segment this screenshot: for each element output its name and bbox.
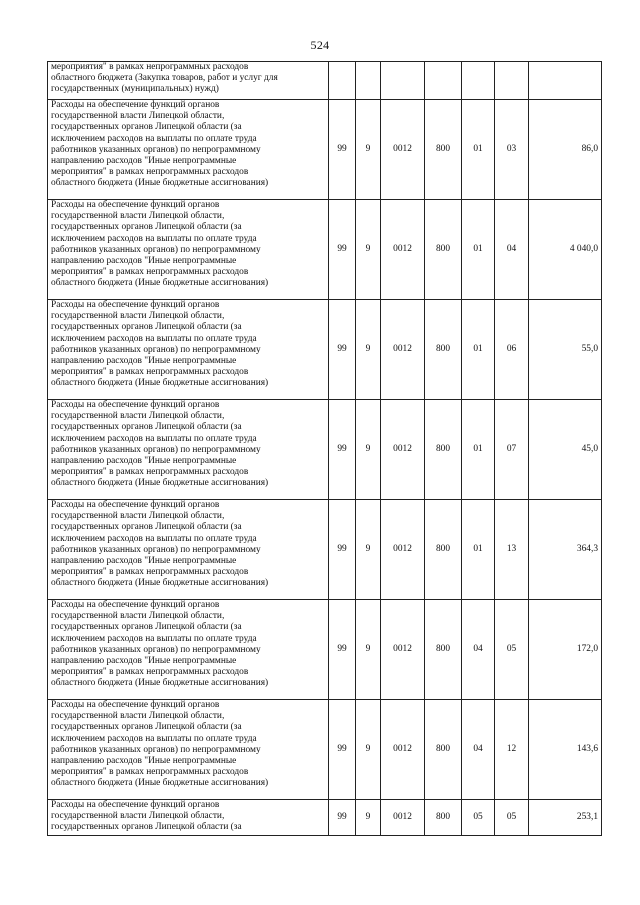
code-section: 01 <box>462 400 495 500</box>
row-amount <box>529 62 602 100</box>
code-program: 99 <box>329 200 356 300</box>
code-subsection: 05 <box>495 800 529 836</box>
code-subprogram: 9 <box>356 300 381 400</box>
code-expense-type: 800 <box>425 700 462 800</box>
code-subprogram: 9 <box>356 100 381 200</box>
code-subprogram <box>356 62 381 100</box>
code-subsection <box>495 62 529 100</box>
row-description: Расходы на обеспечение функций органов государственной власти Липецкой области, государственных органов Липецкой области (за <box>48 800 329 836</box>
row-description: Расходы на обеспечение функций органов государственной власти Липецкой области, государственных органов Липецкой области (за исключением расходов на выплаты по оплате труда работников указанных органов) по непрограммному направлению расходов "Иные непрограммные мероприятия" в рамках непрограммных расходов областного бюджета (Иные бюджетные ассигнования) <box>48 100 329 200</box>
page-number: 524 <box>310 38 330 52</box>
table-row <box>48 100 602 200</box>
table-row <box>48 62 602 100</box>
row-amount: 4 040,0 <box>529 200 602 300</box>
table-row <box>48 400 602 500</box>
code-program: 99 <box>329 600 356 700</box>
code-program: 99 <box>329 500 356 600</box>
row-description: Расходы на обеспечение функций органов государственной власти Липецкой области, государственных органов Липецкой области (за исключением расходов на выплаты по оплате труда работников указанных органов) по непрограммному направлению расходов "Иные непрограммные мероприятия" в рамках непрограммных расходов областного бюджета (Иные бюджетные ассигнования) <box>48 700 329 800</box>
code-subprogram: 9 <box>356 700 381 800</box>
code-program: 99 <box>329 300 356 400</box>
row-description: Расходы на обеспечение функций органов государственной власти Липецкой области, государственных органов Липецкой области (за исключением расходов на выплаты по оплате труда работников указанных органов) по непрограммному направлению расходов "Иные непрограммные мероприятия" в рамках непрограммных расходов областного бюджета (Иные бюджетные ассигнования) <box>48 400 329 500</box>
code-subsection: 05 <box>495 600 529 700</box>
code-subprogram: 9 <box>356 500 381 600</box>
code-target: 0012 <box>381 800 425 836</box>
row-amount: 45,0 <box>529 400 602 500</box>
row-amount: 55,0 <box>529 300 602 400</box>
code-program: 99 <box>329 800 356 836</box>
code-subsection: 04 <box>495 200 529 300</box>
code-expense-type <box>425 62 462 100</box>
code-subprogram: 9 <box>356 400 381 500</box>
row-amount: 364,3 <box>529 500 602 600</box>
code-expense-type: 800 <box>425 600 462 700</box>
code-target: 0012 <box>381 300 425 400</box>
code-subprogram: 9 <box>356 800 381 836</box>
code-program: 99 <box>329 700 356 800</box>
code-section: 05 <box>462 800 495 836</box>
code-program: 99 <box>329 400 356 500</box>
row-amount: 143,6 <box>529 700 602 800</box>
table-row <box>48 300 602 400</box>
code-section: 04 <box>462 600 495 700</box>
code-subsection: 03 <box>495 100 529 200</box>
table-row <box>48 500 602 600</box>
code-section: 01 <box>462 100 495 200</box>
code-target: 0012 <box>381 100 425 200</box>
code-expense-type: 800 <box>425 500 462 600</box>
code-program: 99 <box>329 100 356 200</box>
row-description: Расходы на обеспечение функций органов государственной власти Липецкой области, государственных органов Липецкой области (за исключением расходов на выплаты по оплате труда работников указанных органов) по непрограммному направлению расходов "Иные непрограммные мероприятия" в рамках непрограммных расходов областного бюджета (Иные бюджетные ассигнования) <box>48 300 329 400</box>
code-subsection: 07 <box>495 400 529 500</box>
code-section <box>462 62 495 100</box>
code-target: 0012 <box>381 600 425 700</box>
code-section: 01 <box>462 500 495 600</box>
code-section: 01 <box>462 300 495 400</box>
code-subprogram: 9 <box>356 600 381 700</box>
code-target <box>381 62 425 100</box>
row-amount: 253,1 <box>529 800 602 836</box>
row-description: Расходы на обеспечение функций органов государственной власти Липецкой области, государственных органов Липецкой области (за исключением расходов на выплаты по оплате труда работников указанных органов) по непрограммному направлению расходов "Иные непрограммные мероприятия" в рамках непрограммных расходов областного бюджета (Иные бюджетные ассигнования) <box>48 600 329 700</box>
code-section: 04 <box>462 700 495 800</box>
row-description: мероприятия" в рамках непрограммных расходов областного бюджета (Закупка товаров, работ и услуг для государственных (муниципальных) нужд) <box>48 62 329 100</box>
code-program <box>329 62 356 100</box>
row-description: Расходы на обеспечение функций органов государственной власти Липецкой области, государственных органов Липецкой области (за исключением расходов на выплаты по оплате труда работников указанных органов) по непрограммному направлению расходов "Иные непрограммные мероприятия" в рамках непрограммных расходов областного бюджета (Иные бюджетные ассигнования) <box>48 500 329 600</box>
table-row <box>48 600 602 700</box>
row-amount: 86,0 <box>529 100 602 200</box>
budget-table <box>47 61 602 836</box>
code-expense-type: 800 <box>425 400 462 500</box>
row-description: Расходы на обеспечение функций органов государственной власти Липецкой области, государственных органов Липецкой области (за исключением расходов на выплаты по оплате труда работников указанных органов) по непрограммному направлению расходов "Иные непрограммные мероприятия" в рамках непрограммных расходов областного бюджета (Иные бюджетные ассигнования) <box>48 200 329 300</box>
code-subprogram: 9 <box>356 200 381 300</box>
code-target: 0012 <box>381 400 425 500</box>
table-row <box>48 700 602 800</box>
code-target: 0012 <box>381 700 425 800</box>
table-row <box>48 800 602 836</box>
code-subsection: 13 <box>495 500 529 600</box>
code-expense-type: 800 <box>425 300 462 400</box>
code-expense-type: 800 <box>425 100 462 200</box>
code-target: 0012 <box>381 500 425 600</box>
code-subsection: 12 <box>495 700 529 800</box>
row-amount: 172,0 <box>529 600 602 700</box>
code-subsection: 06 <box>495 300 529 400</box>
code-section: 01 <box>462 200 495 300</box>
table-row <box>48 200 602 300</box>
code-target: 0012 <box>381 200 425 300</box>
code-expense-type: 800 <box>425 800 462 836</box>
code-expense-type: 800 <box>425 200 462 300</box>
